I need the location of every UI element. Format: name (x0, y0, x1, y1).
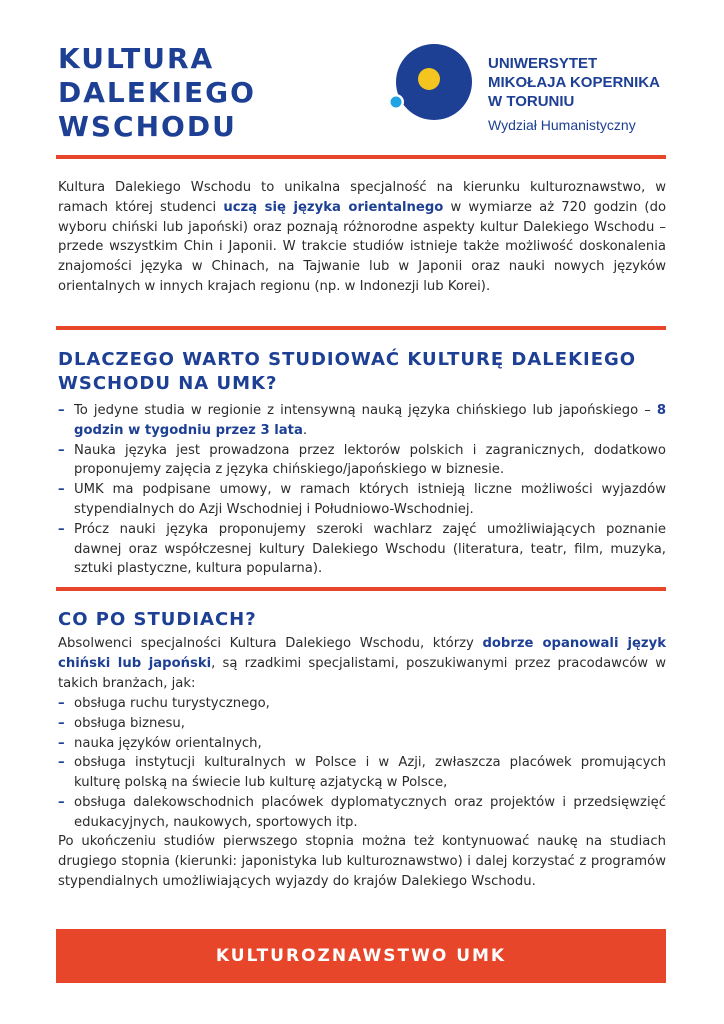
section-heading-why: DLACZEGO WARTO STUDIOWAĆ KULTURĘ DALEKIEGO WSCHODU NA UMK? (58, 349, 637, 394)
list-item-text: UMK ma podpisane umowy, w ramach których istnieją liczne możliwości wyjazdów stypendialnych do Azji Wschodniej i Południowo-Wschodniej. (74, 482, 666, 517)
dash-bullet: – (58, 521, 65, 537)
footer-label: KULTUROZNAWSTWO UMK (215, 946, 507, 966)
list-item (58, 734, 666, 754)
why-list (58, 401, 666, 579)
list-item-text: To jedyne studia w regionie z intensywną nauką języka chińskiego lub japońskiego – (74, 403, 657, 418)
footer-banner (56, 929, 666, 983)
intro-text: w wymiarze aż 720 godzin (do wyboru chiński lub japoński) oraz poznają różnorodne aspekty kultur Dalekiego Wschodu – przede wszystkim Chin i Japonii. W trakcie studiów istnieje także możliwość doskonalenia znajomości języka w Chinach, na Tajwanie lub w Japonii oraz nauki nowych języków orientalnych w innych krajach regionu (np. w Indonezji lub Korei). (58, 199, 667, 294)
dash-bullet: – (58, 696, 65, 711)
title-line: DALEKIEGO (58, 76, 256, 109)
university-name (488, 54, 660, 133)
list-item-text: obsługa instytucji kulturalnych w Polsce i w Azji, zwłaszcza placówek promujących kulturę polską na świecie lub kulturę azjatycką w Polsce, (74, 755, 666, 791)
faculty-name: Wydział Humanistyczny (488, 117, 636, 133)
after-text: , są rzadkimi specjalistami, poszukiwanymi przez pracodawców w takich branżach, jak: (58, 655, 666, 691)
divider (56, 326, 666, 330)
divider (56, 155, 666, 159)
list-item-emphasis: 8 godzin w tygodniu przez 3 lata (74, 403, 666, 438)
university-line: MIKOŁAJA KOPERNIKA (488, 74, 660, 91)
dash-bullet: – (58, 482, 65, 498)
dash-bullet: – (58, 794, 65, 810)
page-title (58, 42, 256, 144)
list-item (58, 714, 666, 734)
university-line: W TORUNIU (488, 93, 575, 110)
intro-text: Kultura Dalekiego Wschodu to unikalna specjalność na kierunku kulturoznawstwo, w ramach której studenci (58, 180, 666, 215)
list-item (58, 694, 666, 714)
title-line: KULTURA (58, 42, 215, 75)
university-line: UNIWERSYTET (488, 55, 598, 72)
section-heading-after: CO PO STUDIACH? (58, 609, 257, 630)
list-item (58, 401, 666, 441)
list-item-text: nauka języków orientalnych, (74, 735, 262, 751)
dash-bullet: – (58, 403, 65, 418)
list-item-text: . (302, 422, 308, 438)
dash-bullet: – (58, 715, 65, 731)
list-item-text: obsługa ruchu turystycznego, (74, 696, 270, 711)
umk-logo-icon (388, 42, 474, 128)
dash-bullet: – (58, 755, 65, 771)
career-list (58, 694, 666, 833)
after-text: Absolwenci specjalności Kultura Dalekiego Wschodu, którzy (58, 636, 483, 651)
after-emphasis: dobrze opanowali język chiński lub japoński (58, 636, 666, 671)
list-item (58, 753, 666, 793)
list-item (58, 480, 666, 520)
list-item-text: Prócz nauki języka proponujemy szeroki wachlarz zajęć umożliwiających poznanie dawnej oraz współczesnej kultury Dalekiego Wschodu (literatura, teatr, film, muzyka, sztuki plastyczne, kultura popularna). (74, 521, 666, 577)
list-item-text: obsługa biznesu, (74, 715, 185, 731)
title-line: WSCHODU (58, 110, 237, 143)
closing-paragraph: Po ukończeniu studiów pierwszego stopnia można też kontynuować naukę na studiach drugiego stopnia (kierunki: japonistyka lub kulturoznawstwo) i dalej korzystać z programów stypendialnych umożliwiających wyjazdy do krajów Dalekiego Wschodu. (58, 834, 666, 889)
list-item (58, 793, 666, 833)
intro-paragraph (58, 178, 666, 297)
intro-emphasis: uczą się języka orientalnego (223, 199, 444, 215)
list-item-text: obsługa dalekowschodnich placówek dyplomatycznych oraz projektów i przedsięwzięć edukacyjnych, naukowych, sportowych itp. (74, 794, 666, 830)
list-item-text: Nauka języka jest prowadzona przez lektorów polskich i zagranicznych, dodatkowo proponujemy zajęcia z języka chińskiego/japońskiego w biznesie. (74, 442, 666, 478)
dash-bullet: – (58, 735, 65, 751)
divider (56, 587, 666, 591)
list-item (58, 520, 666, 579)
list-item (58, 441, 666, 481)
after-paragraph (58, 634, 666, 693)
dash-bullet: – (58, 442, 65, 458)
